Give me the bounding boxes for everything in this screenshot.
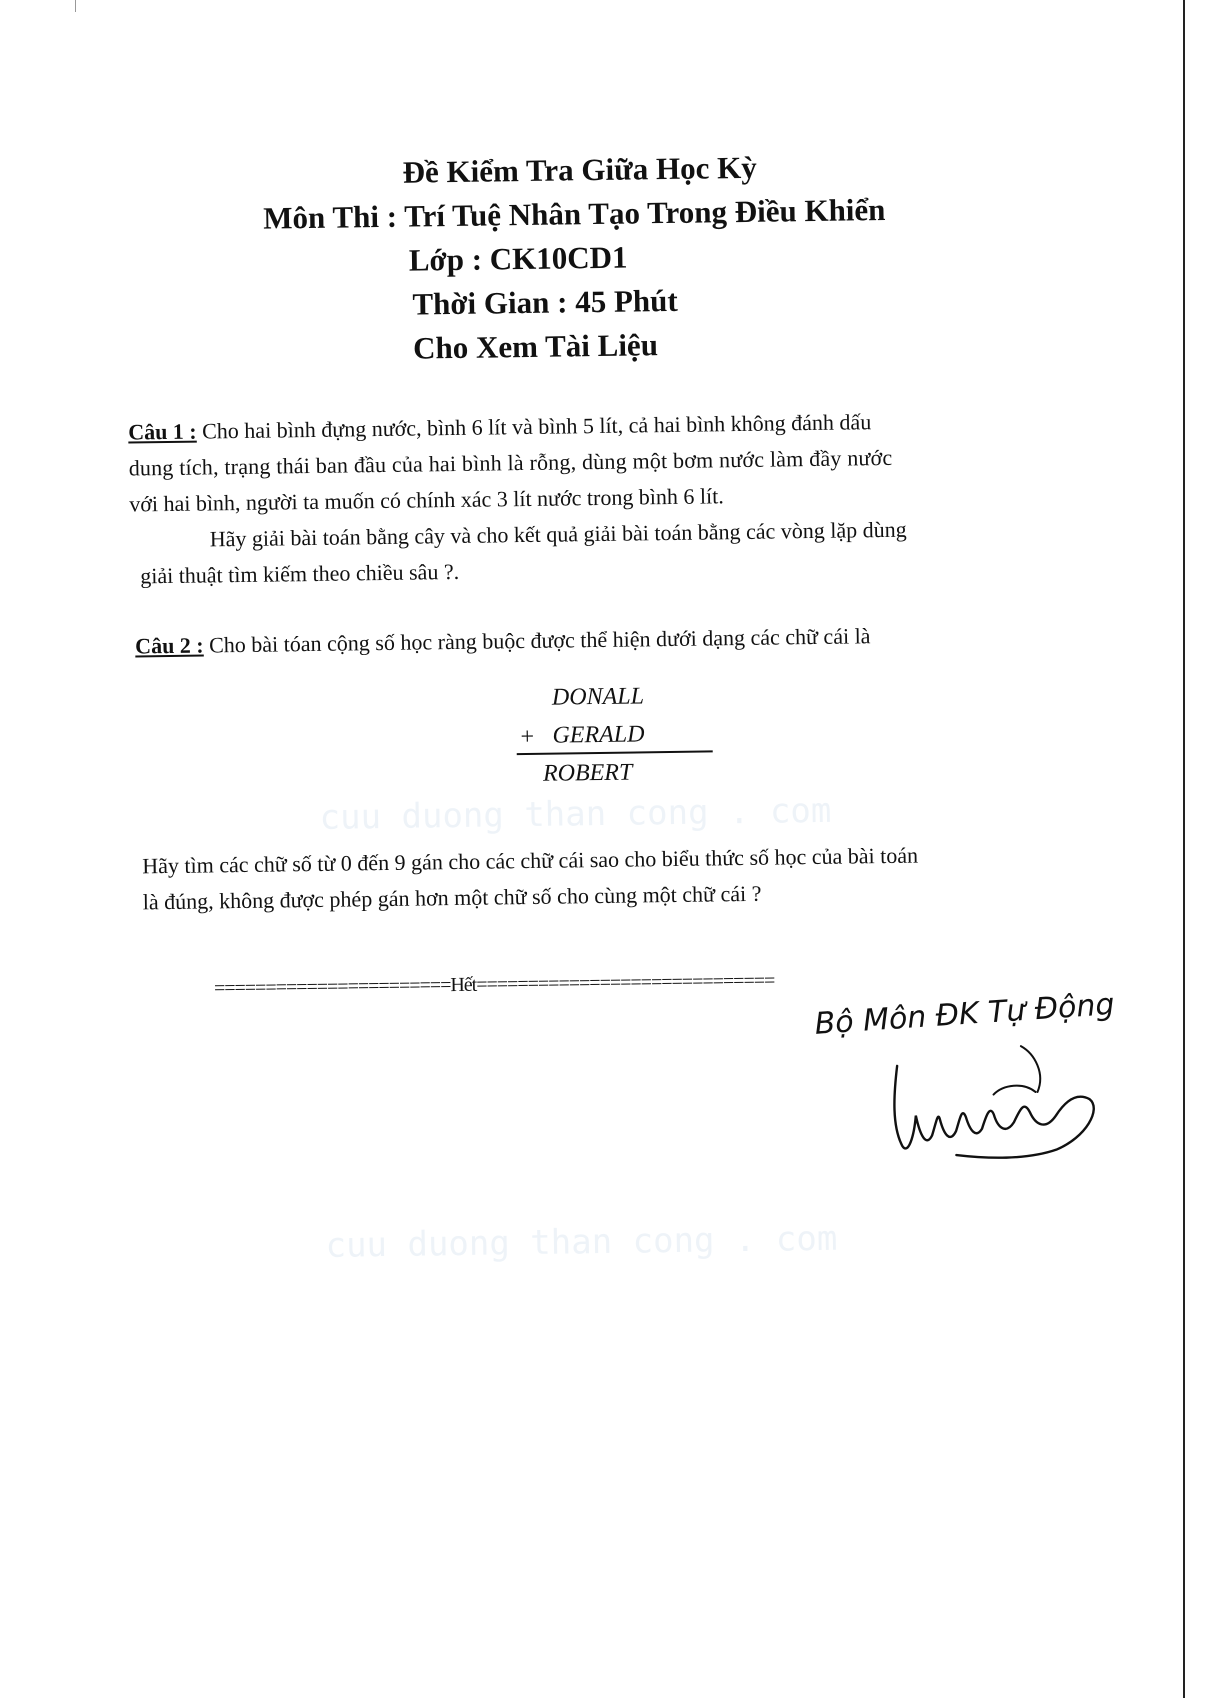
subject-line: Môn Thi : Trí Tuệ Nhân Tạo Trong Điều Khiển: [262, 191, 886, 236]
sum-result: ROBERT: [542, 759, 633, 787]
exam-title: Đề Kiểm Tra Giữa Học Kỳ: [402, 149, 757, 190]
watermark: cuu duong than cong . com: [319, 790, 832, 838]
question-1-line: dung tích, trạng thái ban đầu của hai bình là rỗng, dùng một bơm nước làm đầy nước: [128, 444, 893, 481]
addend-1: DONALL: [551, 683, 645, 711]
question-1-line: giải thuật tìm kiếm theo chiều sâu ?.: [140, 558, 460, 589]
materials-line: Cho Xem Tài Liệu: [412, 327, 659, 366]
plus-sign: +: [520, 723, 535, 751]
question-2-line: [135, 618, 871, 664]
question-1-label: Câu 1 :: [128, 418, 197, 445]
department-handwriting: Bộ Môn ĐK Tự Động: [813, 987, 1116, 1042]
sum-rule: [517, 750, 713, 754]
class-line: Lớp : CK10CD1: [408, 239, 628, 278]
question-2-label: Câu 2 :: [135, 632, 204, 659]
end-of-exam-line: =======================Hết=============================: [213, 969, 775, 1000]
question-1-line: với hai bình, người ta muốn có chính xác 3 lít nước trong bình 6 lít.: [129, 483, 724, 517]
signature: [885, 1033, 1107, 1166]
duration-line: Thời Gian : 45 Phút: [412, 282, 678, 322]
question-2-line: Hãy tìm các chữ số từ 0 đến 9 gán cho các chữ cái sao cho biểu thức số học của bài toán: [142, 842, 919, 879]
question-1-text: Cho hai bình đựng nước, bình 6 lít và bình 5 lít, cả hai bình không đánh dấu: [196, 409, 872, 444]
question-1-line: Hãy giải bài toán bằng cây và cho kết quả giải bài toán bằng các vòng lặp dùng: [209, 516, 907, 552]
addend-2: GERALD: [552, 721, 645, 749]
question-2-text: Cho bài tóan cộng số học ràng buộc được thể hiện dưới dạng các chữ cái là: [203, 623, 871, 658]
watermark: cuu duong than cong . com: [325, 1218, 838, 1266]
question-2-line: là đúng, không được phép gán hơn một chữ số cho cùng một chữ cái ?: [142, 880, 762, 915]
